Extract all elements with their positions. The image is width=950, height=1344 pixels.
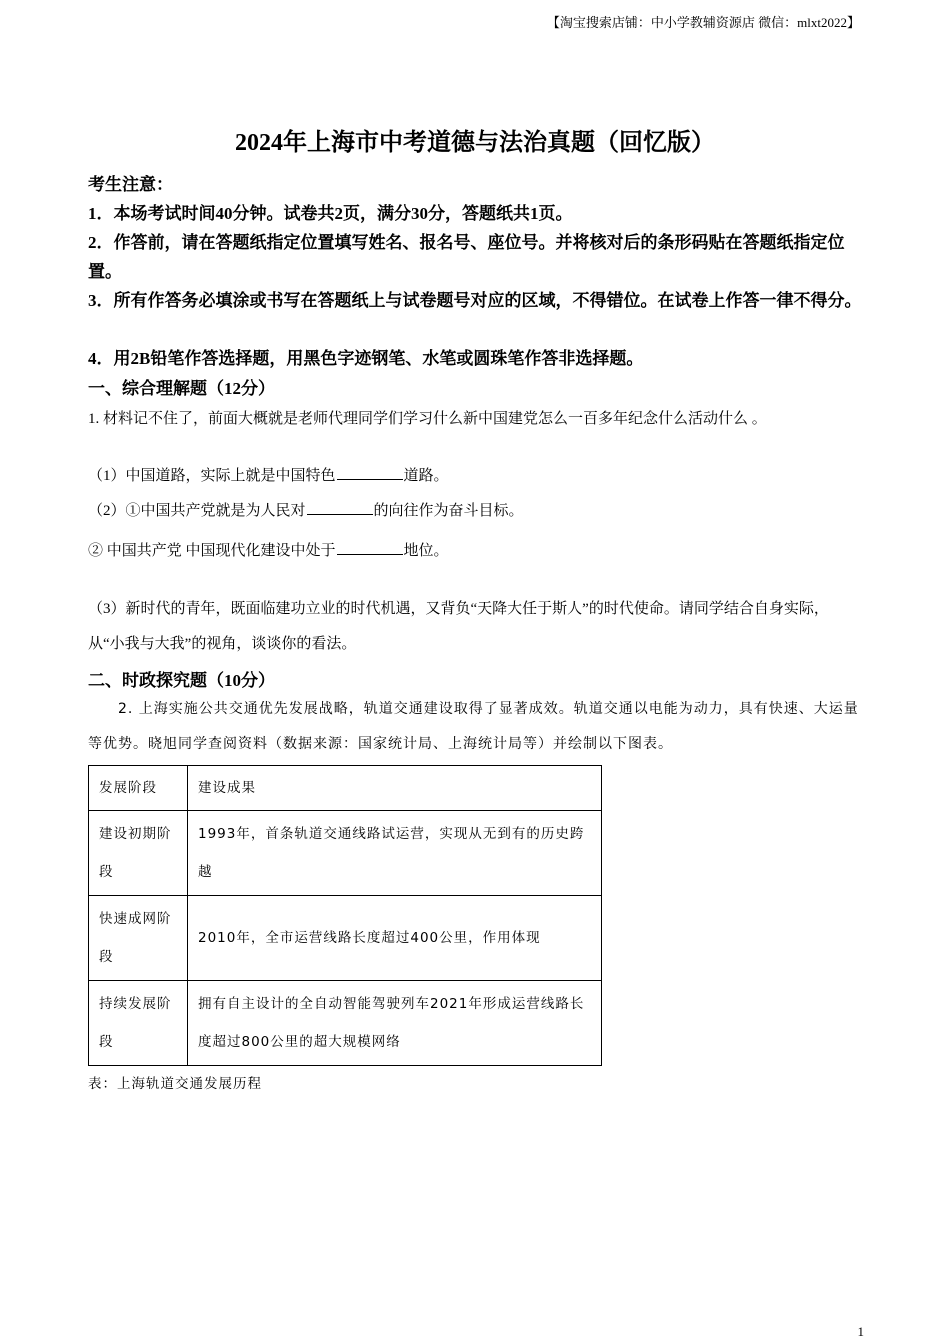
page-title: 2024年上海市中考道德与法治真题（回忆版） [235,130,715,156]
table-cell-stage: 快速成网阶段 [89,896,188,981]
page-number: 1 [857,1324,864,1339]
table-row [89,896,602,981]
section-1-title: 一、综合理解题（12分） [88,379,275,398]
table-header-result: 建设成果 [188,766,602,811]
answer-blank [337,540,403,555]
section-2-title: 二、时政探究题（10分） [88,671,275,690]
sub-2a-text-after: 的向往作为奋斗目标。 [373,503,524,519]
table-header-row [89,766,602,811]
question-1-sub-3: （3）新时代的青年，既面临建功立业的时代机遇，又背负“天降大任于斯人”的时代使命。请同学结合自身实际，从“小我与大我”的视角，谈谈你的看法。 [88,601,829,652]
table-header-stage: 发展阶段 [89,766,188,811]
answer-blank [307,500,373,515]
sub-2a-text-before: （2）①中国共产党就是为人民对 [88,503,306,519]
sub-2b-text-after: 地位。 [403,543,449,559]
question-1-sub-2b [88,539,449,560]
table-caption: 表：上海轨道交通发展历程 [88,1076,262,1092]
notice-item-1: 1．本场考试时间40分钟。试卷共2页，满分30分，答题纸共1页。 [88,204,573,223]
table-row [89,981,602,1066]
notice-item-4: 4．用2B铅笔作答选择题，用黑色字迹钢笔、水笔或圆珠笔作答非选择题。 [88,349,644,368]
sub-1-text-after: 道路。 [403,468,449,484]
notice-item-3: 3．所有作答务必填涂或书写在答题纸上与试卷题号对应的区域，不得错位。在试卷上作答一律不得分。 [88,291,862,310]
question-1-sub-1 [88,464,449,485]
table-cell-stage: 建设初期阶段 [89,811,188,896]
table-cell-result: 拥有自主设计的全自动智能驾驶列车2021年形成运营线路长度超过800公里的超大规模网络 [188,981,602,1066]
question-2-stem: 2. 上海实施公共交通优先发展战略，轨道交通建设取得了显著成效。轨道交通以电能为动力，具有快速、大运量等优势。晓旭同学查阅资料（数据来源：国家统计局、上海统计局等）并绘制以下图表。 [88,701,859,752]
table-row [89,811,602,896]
table-cell-result: 2010年，全市运营线路长度超过400公里，作用体现 [188,896,602,981]
sub-1-text-before: （1）中国道路，实际上就是中国特色 [88,468,336,484]
header-note: 【淘宝搜索店铺：中小学教辅资源店 微信：mlxt2022】 [546,15,860,30]
question-1-sub-2a [88,499,524,520]
table-cell-result: 1993年，首条轨道交通线路试运营，实现从无到有的历史跨越 [188,811,602,896]
notice-item-2: 2．作答前，请在答题纸指定位置填写姓名、报名号、座位号。并将核对后的条形码贴在答题纸指定位置。 [88,233,845,281]
answer-blank [337,465,403,480]
development-table [88,765,602,1066]
table-cell-stage: 持续发展阶段 [89,981,188,1066]
question-1-stem: 1. 材料记不住了，前面大概就是老师代理同学们学习什么新中国建党怎么一百多年纪念什么活动什么 。 [88,411,767,427]
notice-heading: 考生注意： [88,175,173,194]
sub-2b-text-before: ② 中国共产党 中国现代化建设中处于 [88,543,336,559]
